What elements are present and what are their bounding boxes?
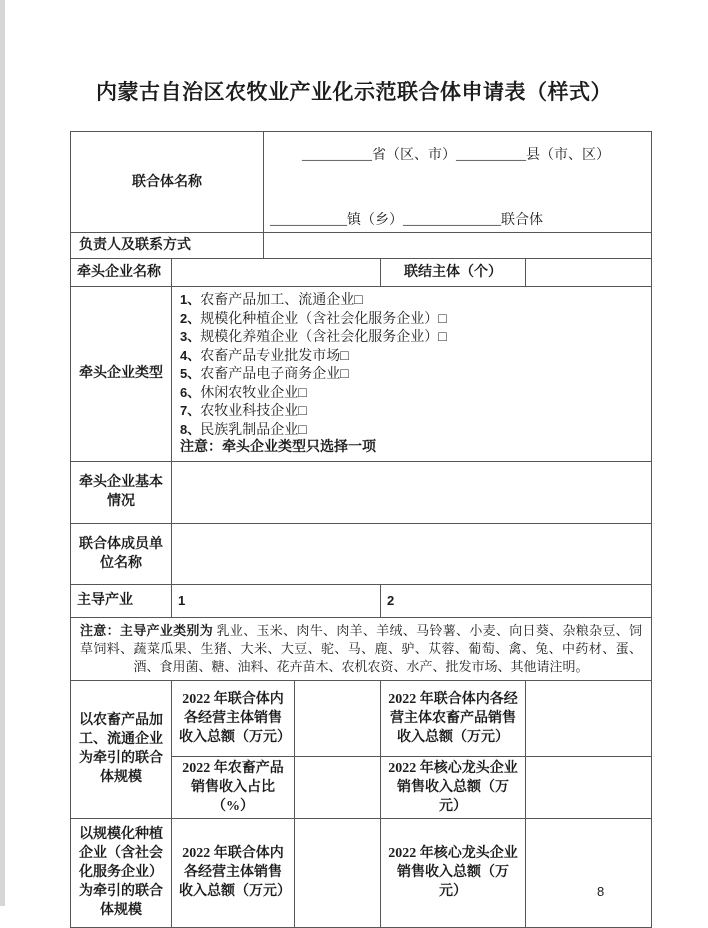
scale-planting-v1-cell[interactable] bbox=[295, 818, 381, 927]
lead-profile-label: 牵头企业基本情况 bbox=[71, 461, 172, 523]
lead-type-option: 2、规模化种植企业（含社会化服务企业）□ bbox=[180, 310, 447, 327]
row-scale-processing-1 bbox=[71, 680, 652, 756]
scale-planting-label: 以规模化种植企业（含社会化服务企业）为牵引的联合体规模 bbox=[71, 818, 172, 927]
lead-type-label: 牵头企业类型 bbox=[71, 287, 172, 462]
scale-processing-label: 以农畜产品加工、流通企业为牵引的联合体规模 bbox=[71, 680, 172, 818]
scale-processing-f1-label: 2022 年联合体内各经营主体销售收入总额（万元） bbox=[172, 680, 295, 756]
page-number: 8 bbox=[597, 884, 605, 899]
consortium-name-label: 联合体名称 bbox=[71, 132, 264, 233]
page-edge-strip bbox=[0, 0, 5, 906]
row-consortium-name bbox=[71, 132, 652, 233]
member-units-value-cell[interactable] bbox=[172, 523, 652, 584]
scale-processing-v2-cell[interactable] bbox=[526, 680, 652, 756]
lead-profile-value-cell[interactable] bbox=[172, 461, 652, 523]
document-title: 内蒙古自治区农牧业产业化示范联合体申请表（样式） bbox=[96, 80, 612, 104]
lead-type-option: 6、休闲农牧业企业□ bbox=[180, 384, 307, 401]
main-industry-value1-cell[interactable]: 1 bbox=[172, 584, 381, 617]
lead-type-option: 3、规模化养殖企业（含社会化服务企业）□ bbox=[180, 329, 447, 345]
row-lead-enterprise-name bbox=[71, 259, 652, 287]
consortium-name-line2: ___________镇（乡）______________联合体 bbox=[270, 212, 543, 228]
lead-type-option: 1、农畜产品加工、流通企业□ bbox=[180, 292, 363, 308]
row-lead-profile bbox=[71, 461, 652, 523]
scale-processing-v4-cell[interactable] bbox=[526, 756, 652, 818]
linked-entities-value-cell[interactable] bbox=[526, 259, 652, 287]
row-contact bbox=[71, 233, 652, 259]
scale-processing-f4-label: 2022 年核心龙头企业销售收入总额（万元） bbox=[381, 756, 526, 818]
scale-processing-v1-cell[interactable] bbox=[295, 680, 381, 756]
scale-processing-f2-label: 2022 年联合体内各经营主体农畜产品销售收入总额（万元） bbox=[381, 680, 526, 756]
main-industry-label: 主导产业 bbox=[71, 584, 172, 617]
lead-type-option: 4、农畜产品专业批发市场□ bbox=[180, 347, 349, 364]
main-industry-value2-cell[interactable]: 2 bbox=[381, 584, 652, 617]
contact-value-cell[interactable] bbox=[264, 233, 652, 259]
application-table bbox=[70, 131, 652, 928]
contact-label: 负责人及联系方式 bbox=[71, 233, 264, 259]
scale-planting-v2-cell[interactable] bbox=[526, 818, 652, 927]
lead-name-value-cell[interactable] bbox=[172, 259, 381, 287]
row-lead-type bbox=[71, 287, 652, 462]
row-industry-note bbox=[71, 617, 652, 680]
member-units-label: 联合体成员单位名称 bbox=[71, 523, 172, 584]
lead-name-label: 牵头企业名称 bbox=[71, 259, 172, 287]
row-scale-planting bbox=[71, 818, 652, 927]
scale-planting-f2-label: 2022 年核心龙头企业销售收入总额（万元） bbox=[381, 818, 526, 927]
linked-entities-label: 联结主体（个） bbox=[381, 259, 526, 287]
scale-planting-f1-label: 2022 年联合体内各经营主体销售收入总额（万元） bbox=[172, 818, 295, 927]
lead-type-option: 8、民族乳制品企业□ bbox=[180, 421, 307, 438]
row-member-units bbox=[71, 523, 652, 584]
lead-type-option: 7、农牧业科技企业□ bbox=[180, 403, 307, 419]
lead-type-option: 5、农畜产品电子商务企业□ bbox=[180, 366, 349, 382]
scale-processing-f3-label: 2022 年农畜产品销售收入占比（%） bbox=[172, 756, 295, 818]
consortium-name-line1: __________省（区、市）__________县（市、区） bbox=[302, 147, 610, 163]
consortium-name-cell[interactable] bbox=[264, 132, 652, 233]
industry-note: 注意：主导产业类别为 乳业、玉米、肉牛、肉羊、羊绒、马铃薯、小麦、向日葵、杂粮杂豆、饲草饲料、蔬菜瓜果、生猪、大米、大豆、驼、马、鹿、驴、苁蓉、葡萄、禽、兔、中药材、蛋、酒、食用菌、糖、油料、花卉苗木、农机农资、水产、批发市场、其他请注明。 bbox=[71, 617, 652, 680]
row-main-industry bbox=[71, 584, 652, 617]
lead-type-options-cell bbox=[172, 287, 652, 462]
lead-type-note: 注意：牵头企业类型只选择一项 bbox=[180, 440, 376, 455]
scale-processing-v3-cell[interactable] bbox=[295, 756, 381, 818]
